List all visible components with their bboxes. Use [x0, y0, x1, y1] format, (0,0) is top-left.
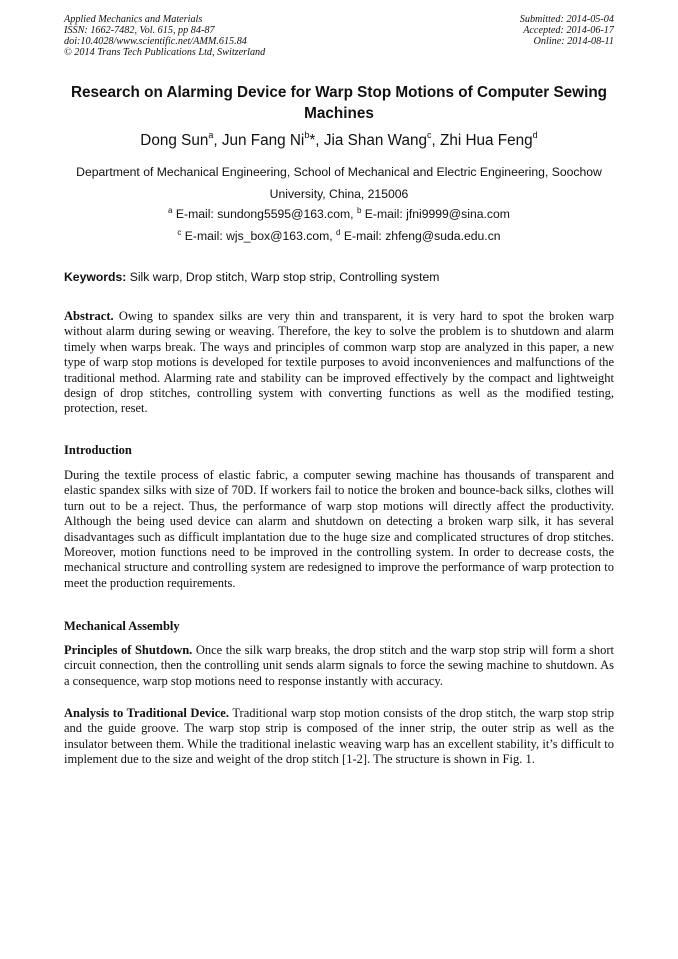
- principles-text: Once the silk warp breaks, the drop stitch and the warp stop strip will form a short circuit connection, then the controlling unit sends alarm signals to force the sewing machine to shutdown. As a consequence, warp stop motions need to response instantly with accuracy.: [64, 643, 614, 688]
- email-text: E-mail: zhfeng@suda.edu.cn: [340, 229, 501, 243]
- principles-paragraph: [64, 643, 614, 689]
- author-name: Jia Shan Wang: [323, 132, 427, 149]
- accepted-date: Accepted: 2014-06-17: [523, 25, 614, 36]
- author-sup: b: [304, 130, 310, 140]
- introduction-paragraph: During the textile process of elastic fabric, a computer sewing machine has thousands of transparent and elastic spandex silks with size of 70D. If workers fail to notice the broken and bounce-back silks, clothes will turn out to be a reject. Thus, the performance of warp stop motions will directly affect the productivity. Although the being used device can alarm and shutdown on detecting a broken warp silk, it has several disadvantages such as difficult implantation due to the huge size and complicated structures of drop stitches. Moreover, motion functions need to be improved in the controlling system. In order to decrease costs, the mechanical structure and controlling system are redesigned to improve the performance of warp protection to meet the production requirements.: [64, 468, 614, 590]
- email-sup: c: [177, 228, 182, 237]
- abstract: [64, 309, 614, 417]
- email-sup: d: [336, 228, 341, 237]
- email-text: E-mail: sundong5595@163.com,: [172, 207, 357, 221]
- affiliation: Department of Mechanical Engineering, School of Mechanical and Electric Engineering, Soochow University, China, 215006: [76, 165, 602, 201]
- author-name: Zhi Hua Feng: [439, 132, 533, 149]
- author-separator: ,: [213, 132, 222, 149]
- journal-doi: doi:10.4028/www.scientific.net/AMM.615.84: [64, 36, 247, 47]
- email-text: E-mail: wjs_box@163.com,: [181, 229, 337, 243]
- keywords-text: Silk warp, Drop stitch, Warp stop strip, Controlling system: [126, 270, 440, 284]
- email-block: [64, 203, 614, 247]
- abstract-label: Abstract.: [64, 309, 114, 323]
- author-list: [64, 131, 614, 151]
- keywords-label: Keywords:: [64, 270, 127, 284]
- journal-issn: ISSN: 1662-7482, Vol. 615, pp 84-87: [64, 25, 215, 36]
- traditional-device-paragraph: [64, 706, 614, 768]
- author-sup: a: [208, 130, 214, 140]
- traditional-device-label: Analysis to Traditional Device.: [64, 706, 229, 720]
- email-line: [64, 225, 614, 247]
- email-sup: a: [168, 206, 173, 215]
- section-heading-mechanical-assembly: Mechanical Assembly: [64, 619, 180, 633]
- author-separator: *,: [309, 132, 324, 149]
- abstract-text: Owing to spandex silks are very thin and transparent, it is very hard to spot the broken warp without alarm during sewing or weaving. Therefore, the key to solve the problem is to shutdown and alarm timely when warps break. The ways and principles of common warp stop are analyzed in this paper, a new type of warp stop motions is developed for textile purposes to avoid inconveniences and malfunctions of the traditional method. Alarming rate and stability can be improved effectively by the compact and lightweight design of drop stitches, controlling system with converting functions as well as the modified testing, protection, reset.: [64, 309, 614, 416]
- principles-label: Principles of Shutdown.: [64, 643, 193, 657]
- author-sup: c: [426, 130, 432, 140]
- author-separator: ,: [431, 132, 440, 149]
- author-name: Jun Fang Ni: [221, 132, 305, 149]
- journal-info: [64, 14, 265, 58]
- keywords: [64, 268, 614, 286]
- traditional-device-text: Traditional warp stop motion consists of the drop stitch, the warp stop strip and the guide groove. The warp stop strip is composed of the inner strip, the outer strip as well as the insulator between them. While the traditional inelastic weaving warp has an excellent stability, it’s difficult to implement due to the size and weight of the drop stitch [1-2]. The structure is shown in Fig. 1.: [64, 706, 614, 767]
- journal-copyright: © 2014 Trans Tech Publications Ltd, Switzerland: [64, 47, 266, 58]
- online-date: Online: 2014-08-11: [533, 36, 614, 47]
- email-sup: b: [356, 206, 362, 215]
- journal-name: Applied Mechanics and Materials: [64, 14, 203, 25]
- submitted-date: Submitted: 2014-05-04: [519, 14, 614, 25]
- email-text: E-mail: jfni9999@sina.com: [361, 207, 510, 221]
- submission-dates: [520, 14, 614, 47]
- paper-title: Research on Alarming Device for Warp Stop Motions of Computer Sewing Machines: [70, 84, 608, 122]
- author-name: Dong Sun: [140, 132, 209, 149]
- author-sup: d: [532, 130, 538, 140]
- email-line: [64, 203, 614, 225]
- section-heading-introduction: Introduction: [64, 443, 132, 457]
